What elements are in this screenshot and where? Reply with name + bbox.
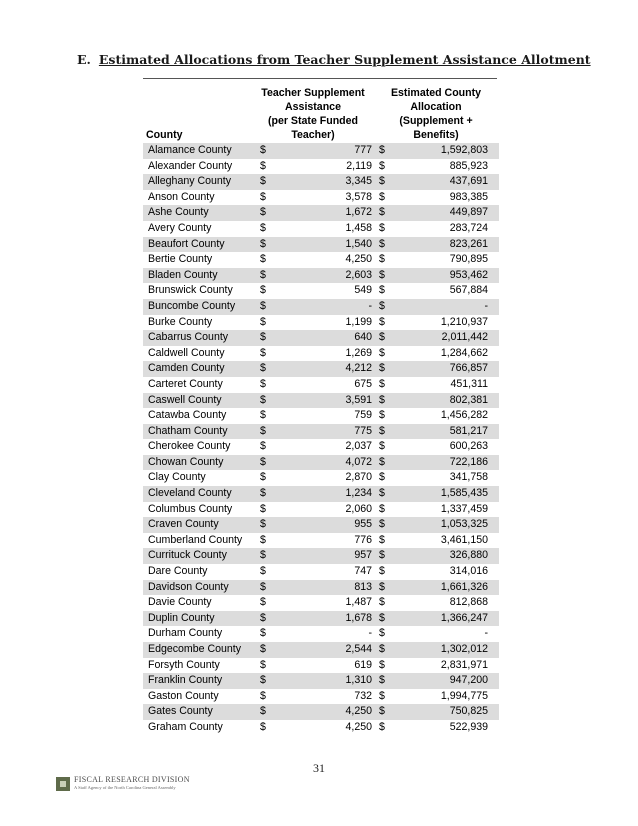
allocation-value: 802,381 [449, 393, 488, 406]
currency-symbol: $ [260, 221, 266, 234]
table-row [143, 689, 499, 705]
currency-symbol: $ [260, 658, 266, 671]
currency-symbol: $ [260, 253, 266, 266]
allocation-table [143, 143, 499, 736]
allocation-value: 1,456,282 [440, 409, 488, 422]
currency-symbol: $ [379, 487, 385, 500]
allocation-value: 885,923 [449, 159, 488, 172]
supplement-value: 955 [354, 518, 372, 531]
currency-symbol: $ [260, 362, 266, 375]
currency-symbol: $ [260, 315, 266, 328]
supplement-value: 776 [354, 533, 372, 546]
header-line: (Supplement + [399, 115, 473, 127]
table-row [143, 393, 499, 409]
allocation-value: 812,868 [449, 596, 488, 609]
table-row [143, 455, 499, 471]
supplement-value: 957 [354, 549, 372, 562]
table-row [143, 330, 499, 346]
allocation-value: 953,462 [449, 268, 488, 281]
allocation-value: 823,261 [449, 237, 488, 250]
allocation-value: 600,263 [449, 440, 488, 453]
table-row [143, 159, 499, 175]
county-name: Camden County [148, 362, 225, 375]
county-name: Gates County [148, 705, 213, 718]
table-row [143, 564, 499, 580]
allocation-value: 451,311 [450, 377, 488, 390]
section-heading [77, 52, 591, 67]
header-line: Benefits) [413, 129, 459, 141]
county-name: Ashe County [148, 206, 209, 219]
county-name: Alexander County [148, 159, 233, 172]
allocation-value: - [484, 299, 488, 312]
table-row [143, 252, 499, 268]
table-row [143, 470, 499, 486]
allocation-value: 3,461,150 [440, 533, 488, 546]
county-name: Clay County [148, 471, 206, 484]
page-number: 31 [313, 761, 325, 775]
table-row [143, 439, 499, 455]
allocation-value: 1,994,775 [440, 689, 488, 702]
county-name: Dare County [148, 565, 208, 578]
supplement-value: - [368, 627, 372, 640]
supplement-value: 640 [354, 331, 372, 344]
logo-mark-icon [56, 777, 70, 791]
supplement-value: 549 [354, 284, 372, 297]
currency-symbol: $ [379, 144, 385, 156]
county-name: Chowan County [148, 455, 224, 468]
table-row [143, 704, 499, 720]
county-name: Davidson County [148, 580, 229, 593]
allocation-value: 1,337,459 [440, 502, 488, 515]
section-title: Estimated Allocations from Teacher Supplement Assistance Allotment [98, 52, 591, 67]
allocation-value: 1,053,325 [440, 518, 488, 531]
currency-symbol: $ [379, 377, 385, 390]
supplement-value: 2,119 [346, 159, 372, 172]
table-row [143, 346, 499, 362]
county-name: Carteret County [148, 377, 223, 390]
county-name: Burke County [148, 315, 213, 328]
supplement-value: 675 [354, 377, 372, 390]
table-row [143, 533, 499, 549]
supplement-value: 747 [354, 565, 372, 578]
currency-symbol: $ [379, 440, 385, 453]
currency-symbol: $ [379, 237, 385, 250]
county-name: Buncombe County [148, 299, 236, 312]
logo-org-name: FISCAL RESEARCH DIVISION [74, 775, 190, 784]
currency-symbol: $ [379, 362, 385, 375]
currency-symbol: $ [379, 549, 385, 562]
currency-symbol: $ [260, 409, 266, 422]
currency-symbol: $ [260, 206, 266, 219]
table-row [143, 424, 499, 440]
currency-symbol: $ [379, 627, 385, 640]
currency-symbol: $ [379, 705, 385, 718]
allocation-value: 1,210,937 [440, 315, 488, 328]
currency-symbol: $ [379, 315, 385, 328]
table-row [143, 377, 499, 393]
county-name: Chatham County [148, 424, 228, 437]
county-name: Davie County [148, 596, 212, 609]
currency-symbol: $ [260, 159, 266, 172]
currency-symbol: $ [379, 502, 385, 515]
currency-symbol: $ [260, 237, 266, 250]
currency-symbol: $ [379, 206, 385, 219]
county-name: Bertie County [148, 253, 213, 266]
supplement-value: 4,250 [345, 705, 372, 718]
county-name: Anson County [148, 190, 215, 203]
county-name: Currituck County [148, 549, 227, 562]
currency-symbol: $ [260, 720, 266, 733]
county-name: Duplin County [148, 611, 215, 624]
supplement-value: 1,310 [345, 674, 372, 687]
county-name: Caswell County [148, 393, 222, 406]
currency-symbol: $ [260, 424, 266, 437]
currency-symbol: $ [379, 674, 385, 687]
logo-org-subtitle: A Staff Agency of the North Carolina General Assembly [74, 785, 176, 790]
currency-symbol: $ [260, 346, 266, 359]
supplement-value: 3,345 [345, 175, 372, 188]
table-row [143, 548, 499, 564]
currency-symbol: $ [379, 409, 385, 422]
currency-symbol: $ [260, 377, 266, 390]
header-line: Allocation [410, 101, 462, 113]
currency-symbol: $ [379, 393, 385, 406]
table-row [143, 237, 499, 253]
allocation-value: 1,302,012 [440, 643, 488, 655]
currency-symbol: $ [260, 284, 266, 297]
county-name: Cumberland County [148, 533, 243, 546]
currency-symbol: $ [379, 299, 385, 312]
currency-symbol: $ [260, 455, 266, 468]
currency-symbol: $ [260, 502, 266, 515]
county-name: Cherokee County [148, 440, 231, 453]
supplement-value: 813 [354, 580, 372, 593]
section-letter: E. [77, 52, 91, 67]
table-row [143, 611, 499, 627]
currency-symbol: $ [379, 455, 385, 468]
table-row [143, 268, 499, 284]
county-name: Durham County [148, 627, 223, 640]
table-row [143, 361, 499, 377]
currency-symbol: $ [379, 175, 385, 188]
currency-symbol: $ [379, 565, 385, 578]
currency-symbol: $ [379, 268, 385, 281]
currency-symbol: $ [260, 175, 266, 188]
allocation-value: 1,661,326 [440, 580, 488, 593]
allocation-value: 581,217 [449, 424, 488, 437]
allocation-value: 722,186 [449, 455, 488, 468]
supplement-value: 1,678 [345, 611, 372, 624]
county-name: Columbus County [148, 502, 233, 515]
supplement-value: 2,037 [345, 440, 372, 453]
column-header-teacher-supplement [254, 86, 372, 142]
supplement-value: 2,870 [345, 471, 372, 484]
currency-symbol: $ [260, 471, 266, 484]
currency-symbol: $ [260, 268, 266, 281]
table-row [143, 283, 499, 299]
table-row [143, 486, 499, 502]
table-row [143, 673, 499, 689]
table-row [143, 190, 499, 206]
supplement-value: 4,250 [345, 720, 372, 733]
currency-symbol: $ [260, 596, 266, 609]
table-row [143, 580, 499, 596]
currency-symbol: $ [379, 346, 385, 359]
currency-symbol: $ [379, 689, 385, 702]
currency-symbol: $ [260, 549, 266, 562]
table-row [143, 174, 499, 190]
supplement-value: 4,072 [345, 455, 372, 468]
supplement-value: 1,269 [345, 346, 372, 359]
currency-symbol: $ [260, 299, 266, 312]
currency-symbol: $ [260, 689, 266, 702]
currency-symbol: $ [379, 596, 385, 609]
county-name: Bladen County [148, 268, 218, 281]
allocation-value: 567,884 [449, 284, 488, 297]
table-row [143, 595, 499, 611]
column-header-estimated-allocation [380, 86, 492, 142]
allocation-value: 341,758 [449, 471, 488, 484]
currency-symbol: $ [379, 611, 385, 624]
county-name: Craven County [148, 518, 219, 531]
table-row [143, 221, 499, 237]
allocation-value: 522,939 [449, 720, 488, 733]
currency-symbol: $ [379, 253, 385, 266]
county-name: Forsyth County [148, 658, 220, 671]
header-line: (per State Funded [267, 115, 359, 127]
header-rule [143, 78, 497, 79]
supplement-value: 1,234 [345, 487, 372, 500]
table-row [143, 143, 499, 159]
county-name: Alamance County [148, 144, 232, 156]
supplement-value: 2,544 [345, 643, 372, 655]
allocation-value: 283,724 [449, 221, 488, 234]
table-row [143, 299, 499, 315]
allocation-value: 1,585,435 [440, 487, 488, 500]
currency-symbol: $ [379, 471, 385, 484]
fiscal-research-logo [56, 775, 190, 793]
allocation-value: 1,366,247 [440, 611, 488, 624]
currency-symbol: $ [260, 393, 266, 406]
currency-symbol: $ [379, 533, 385, 546]
supplement-value: 1,458 [345, 221, 372, 234]
county-name: Cleveland County [148, 487, 232, 500]
supplement-value: 2,603 [345, 268, 372, 281]
table-row [143, 517, 499, 533]
allocation-value: - [484, 627, 488, 640]
supplement-value: 1,540 [345, 237, 372, 250]
currency-symbol: $ [260, 611, 266, 624]
supplement-value: 759 [354, 409, 372, 422]
supplement-value: 1,487 [345, 596, 372, 609]
supplement-value: 3,591 [345, 393, 372, 406]
supplement-value: 4,212 [345, 362, 372, 375]
table-row [143, 315, 499, 331]
currency-symbol: $ [379, 159, 385, 172]
currency-symbol: $ [260, 331, 266, 344]
currency-symbol: $ [260, 565, 266, 578]
table-row [143, 408, 499, 424]
currency-symbol: $ [260, 627, 266, 640]
table-row [143, 720, 499, 736]
allocation-value: 437,691 [449, 175, 488, 188]
supplement-value: 1,199 [345, 315, 372, 328]
currency-symbol: $ [379, 518, 385, 531]
supplement-value: 775 [354, 424, 372, 437]
currency-symbol: $ [260, 705, 266, 718]
county-name: Avery County [148, 221, 212, 234]
allocation-value: 449,897 [449, 206, 488, 219]
supplement-value: 732 [354, 689, 372, 702]
currency-symbol: $ [379, 284, 385, 297]
supplement-value: 1,672 [345, 206, 372, 219]
currency-symbol: $ [379, 331, 385, 344]
currency-symbol: $ [379, 720, 385, 733]
county-name: Cabarrus County [148, 331, 229, 344]
allocation-value: 947,200 [449, 674, 488, 687]
currency-symbol: $ [260, 580, 266, 593]
table-row [143, 642, 499, 658]
county-name: Edgecombe County [148, 643, 242, 655]
county-name: Alleghany County [148, 175, 232, 188]
county-name: Gaston County [148, 689, 219, 702]
currency-symbol: $ [260, 440, 266, 453]
allocation-value: 314,016 [449, 565, 488, 578]
supplement-value: 3,578 [345, 190, 372, 203]
allocation-value: 1,284,662 [440, 346, 488, 359]
allocation-value: 790,895 [449, 253, 488, 266]
table-row [143, 658, 499, 674]
county-name: Brunswick County [148, 284, 233, 297]
currency-symbol: $ [260, 518, 266, 531]
currency-symbol: $ [379, 190, 385, 203]
supplement-value: 4,250 [345, 253, 372, 266]
currency-symbol: $ [379, 643, 385, 655]
currency-symbol: $ [379, 658, 385, 671]
allocation-value: 2,831,971 [440, 658, 488, 671]
county-name: Franklin County [148, 674, 223, 687]
currency-symbol: $ [260, 190, 266, 203]
currency-symbol: $ [379, 580, 385, 593]
column-header-county: County [146, 129, 183, 141]
allocation-value: 983,385 [449, 190, 488, 203]
currency-symbol: $ [260, 674, 266, 687]
header-line: Estimated County [390, 87, 482, 99]
county-name: Graham County [148, 720, 223, 733]
currency-symbol: $ [379, 424, 385, 437]
county-name: Catawba County [148, 409, 227, 422]
supplement-value: 777 [354, 144, 372, 156]
currency-symbol: $ [260, 643, 266, 655]
allocation-value: 766,857 [449, 362, 488, 375]
allocation-value: 326,880 [449, 549, 488, 562]
supplement-value: 2,060 [345, 502, 372, 515]
header-line: Teacher Supplement [261, 87, 365, 99]
header-line: Teacher) [291, 129, 335, 141]
county-name: Caldwell County [148, 346, 225, 359]
county-name: Beaufort County [148, 237, 225, 250]
supplement-value: - [368, 299, 372, 312]
currency-symbol: $ [260, 533, 266, 546]
table-row [143, 502, 499, 518]
allocation-value: 750,825 [449, 705, 488, 718]
supplement-value: 619 [354, 658, 372, 671]
allocation-value: 1,592,803 [440, 144, 488, 156]
table-row [143, 626, 499, 642]
currency-symbol: $ [379, 221, 385, 234]
table-row [143, 205, 499, 221]
header-line: Assistance [285, 101, 341, 113]
currency-symbol: $ [260, 144, 266, 156]
allocation-value: 2,011,442 [441, 331, 488, 344]
currency-symbol: $ [260, 487, 266, 500]
